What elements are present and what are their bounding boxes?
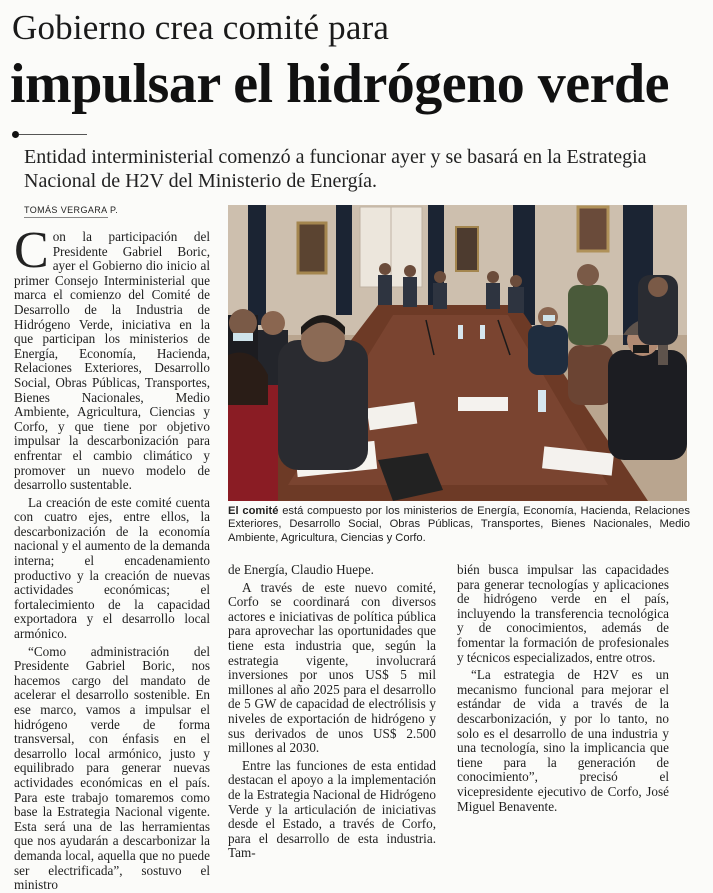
article-column-1 — [14, 222, 210, 893]
rule-dot — [12, 131, 19, 138]
rule-divider — [19, 134, 87, 135]
paragraph: bién busca impulsar las capacidades para generar tecnologías y aplicaciones de hidrógeno verde en el país, incluyendo la transferencia tecnológica y de conocimientos, además de fomentar la formación de profesionales y técnicos especializados, entre otros. — [457, 562, 669, 665]
drop-cap: C — [14, 222, 49, 279]
paragraph-text: on la participación del Presidente Gabriel Boric, ayer el Gobierno dio inicio al primer Consejo Interministerial que marca el comienzo del Comité de Desarrollo de la Industria de Hidrógeno Verde, iniciativa en la que participan los ministerios de Energía, Economía, Hacienda, Relaciones Exteriores, Desarrollo Social, Obras Públicas, Transportes, Bienes Nacionales, Medio Ambiente, Agricultura, Ciencias y Corfo, y que tiene por objetivo impulsar la descarbonización para enfrentar el cambio climático y promover un nuevo modelo de desarrollo sustentable. — [14, 229, 210, 493]
main-headline: impulsar el hidrógeno verde — [10, 53, 670, 115]
kicker-headline: Gobierno crea comité para — [12, 8, 390, 47]
meeting-room-illustration — [228, 205, 687, 501]
paragraph — [14, 222, 210, 493]
paragraph: de Energía, Claudio Huepe. — [228, 562, 374, 577]
news-photo — [228, 205, 687, 501]
photo-caption — [228, 505, 690, 545]
byline: TOMÁS VERGARA P. — [24, 205, 119, 215]
caption-text: está compuesto por los ministerios de Energía, Economía, Hacienda, Relaciones Exteriores, Desarrollo Social, Obras Públicas, Transportes, Bienes Nacionales, Medio Ambiente, Agricultura, Ciencias y Corfo. — [228, 505, 690, 544]
subheadline: Entidad interministerial comenzó a funcionar ayer y se basará en la Estrategia Nacional de H2V del Ministerio de Energía. — [24, 146, 647, 192]
article-column-3 — [457, 563, 669, 814]
caption-lead: El comité — [228, 505, 279, 517]
paragraph: A través de este nuevo comité, Corfo se coordinará con diversos actores e iniciativas de política pública para aprovechar las oportunidades que tiene esta industria que, según la estrategia vigente, involucrará inversiones por unos US$ 5 mil millones al año 2025 para el desarrollo de 5 GW de capacidad de electrólisis y niveles de exportación de hidrógeno y sus derivados de unos US$ 2.500 millones al 2030. — [228, 579, 436, 756]
paragraph: Entre las funciones de esta entidad destacan el apoyo a la implementación de la Estrategia Nacional de Hidrógeno Verde y la articulación de iniciativas desde el Estado, a través de Corfo, para el desarrollo de esta industria. Tam- — [228, 757, 436, 861]
paragraph: “La estrategia de H2V es un mecanismo funcional para mejorar el estándar de vida a través de la descarbonización, y por lo tanto, no solo es el desarrollo de una industria y una tecnología, sino la implicancia que tiene para la generación de conocimiento”, precisó el vicepresidente ejecutivo de Corfo, José Miguel Benavente. — [457, 667, 669, 814]
byline-divider — [24, 217, 108, 218]
paragraph: La creación de este comité cuenta con cuatro ejes, entre ellos, la descarbonización de la economía nacional y el aumento de la demanda interna; el encadenamiento productivo y la creación de nuevas actividades económicas; el fortalecimiento de la capacidad exportadora y el desarrollo local armónico. — [14, 494, 210, 642]
article-column-2 — [228, 563, 436, 861]
paragraph: “Como administración del Presidente Gabriel Boric, nos hacemos cargo del mandato de acelerar el desarrollo sostenible. En ese marco, vamos a impulsar el hidrógeno verde de forma transversal, con énfasis en el desarrollo local armónico, justo y equilibrado para generar nuevas actividades económicas en el país. Para este trabajo tomaremos como base la Estrategia Nacional vigente. Esta será una de las herramientas que nos ayudarán a descarbonizar la demanda local, aquella que no puede ser electrificada”, sostuvo el ministro — [14, 643, 210, 893]
